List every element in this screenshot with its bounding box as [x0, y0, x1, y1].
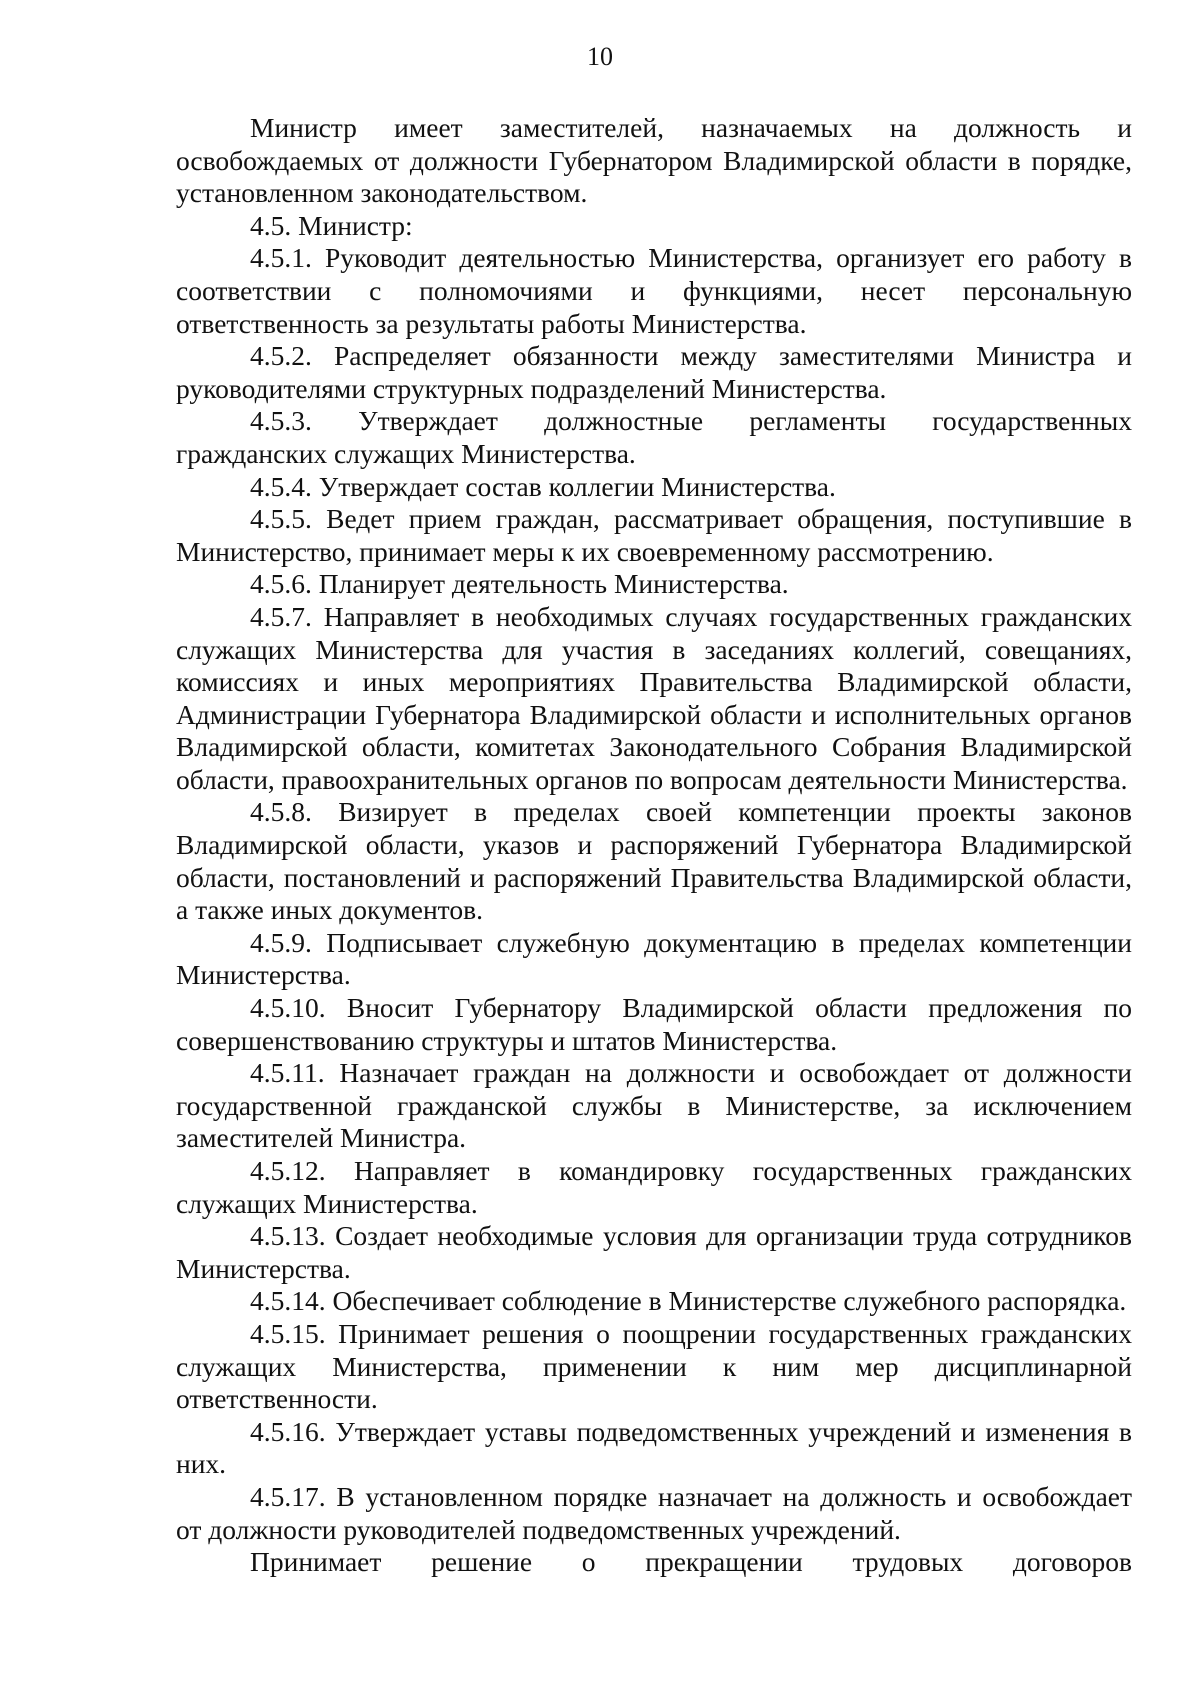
paragraph-4-5-15: 4.5.15. Принимает решения о поощрении государственных гражданских служащих Министерства, применении к ним мер дисциплинарной ответственности. [176, 1317, 1132, 1415]
paragraph-4-5-9: 4.5.9. Подписывает служебную документацию в пределах компетенции Министерства. [176, 926, 1132, 991]
paragraph-4-5-4: 4.5.4. Утверждает состав коллегии Министерства. [250, 470, 836, 502]
paragraph-4-5-3: 4.5.3. Утверждает должностные регламенты государственных гражданских служащих Министерства. [176, 405, 1132, 469]
paragraph-4-5-10: 4.5.10. Вносит Губернатору Владимирской области предложения по совершенствованию структуры и штатов Министерства. [176, 992, 1132, 1056]
paragraph-4-5-1: 4.5.1. Руководит деятельностью Министерства, организует его работу в соответствии с полномочиями и функциями, несет персональную ответственность за результаты работы Министерства. [176, 242, 1132, 339]
paragraph-4-5-8: 4.5.8. Визирует в пределах своей компетенции проекты законов Владимирской области, указов и распоряжений Губернатора Владимирской области, постановлений и распоряжений Правительства Владимирской области, а также иных документов. [176, 796, 1132, 926]
paragraph-4-5-6: 4.5.6. Планирует деятельность Министерства. [250, 568, 789, 600]
paragraph-4-5-16: 4.5.16. Утверждает уставы подведомственных учреждений и изменения в них. [176, 1415, 1132, 1480]
paragraph-4-5-11: 4.5.11. Назначает граждан на должности и освобождает от должности государственной гражданской службы в Министерстве, за исключением заместителей Министра. [176, 1057, 1132, 1154]
paragraph-continuation: Принимает решение о прекращении трудовых договоров [250, 1546, 1132, 1578]
paragraph-deputies: Министр имеет заместителей, назначаемых на должность и освобождаемых от должности Губернатором Владимирской области в порядке, установленном законодательством. [176, 112, 1132, 209]
paragraph-4-5-7: 4.5.7. Направляет в необходимых случаях государственных гражданских служащих Министерства для участия в заседаниях коллегий, совещаниях, комиссиях и иных мероприятиях Правительства Владимирской области, Администрации Губернатора Владимирской области и исполнительных органов Владимирской области, комитетах Законодательного Собрания Владимирской области, правоохранительных органов по вопросам деятельности Министерства. [176, 600, 1132, 795]
paragraph-4-5-5: 4.5.5. Ведет прием граждан, рассматривает обращения, поступившие в Министерство, принимает меры к их своевременному рассмотрению. [176, 503, 1132, 567]
paragraph-4-5-2: 4.5.2. Распределяет обязанности между заместителями Министра и руководителями структурных подразделений Министерства. [176, 340, 1132, 404]
paragraph-4-5-13: 4.5.13. Создает необходимые условия для организации труда сотрудников Министерства. [176, 1220, 1132, 1284]
page-number: 10 [587, 42, 613, 71]
paragraph-4-5-14: 4.5.14. Обеспечивает соблюдение в Министерстве служебного распорядка. [250, 1285, 1127, 1317]
paragraph-4-5-12: 4.5.12. Направляет в командировку государственных гражданских служащих Министерства. [176, 1155, 1132, 1219]
paragraph-4-5-17: 4.5.17. В установленном порядке назначает на должность и освобождает от должности руководителей подведомственных учреждений. [176, 1480, 1132, 1545]
paragraph-4-5: 4.5. Министр: [250, 209, 413, 241]
document-body [176, 112, 1132, 1579]
